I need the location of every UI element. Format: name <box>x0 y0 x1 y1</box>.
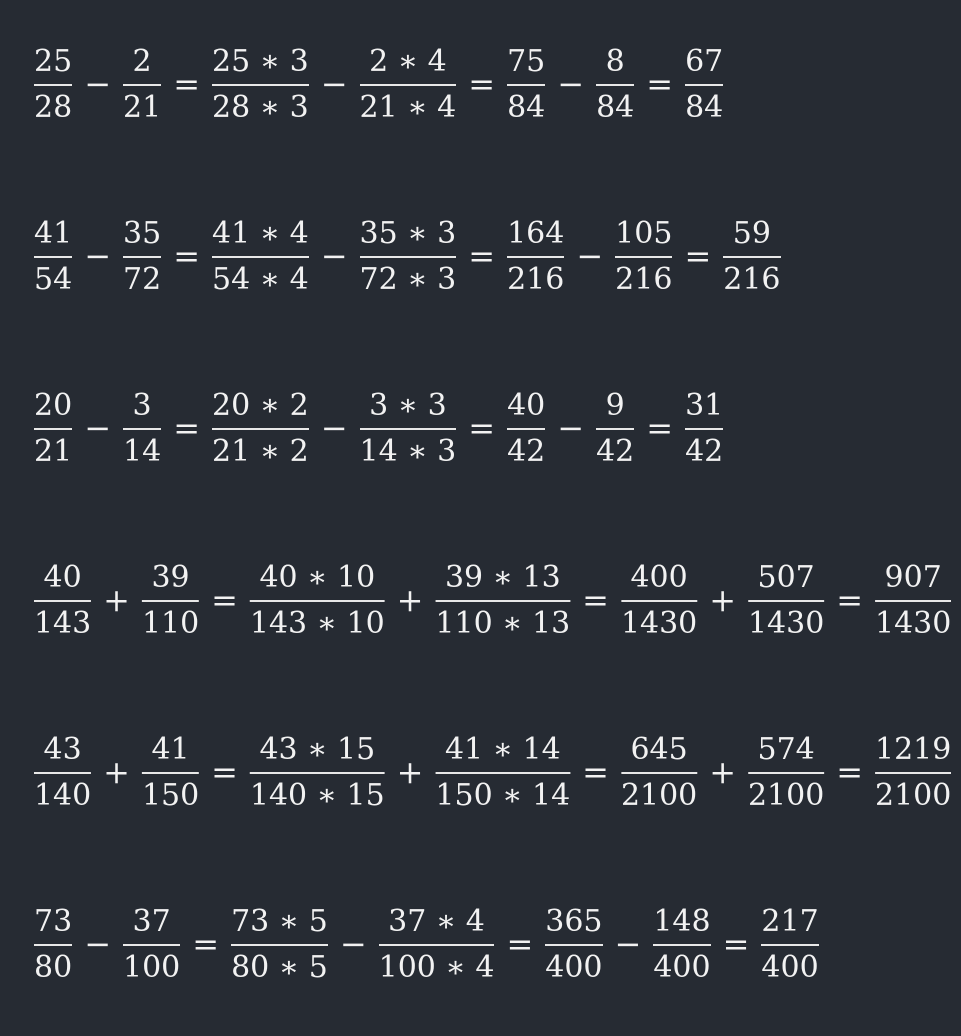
numerator: 20 ∗ 2 <box>212 388 309 423</box>
equation-row-1 <box>28 35 729 135</box>
result-fraction <box>869 728 957 818</box>
numerator: 75 <box>507 44 546 79</box>
operator-sign: − <box>84 925 111 963</box>
fraction <box>117 212 167 302</box>
numerator: 41 <box>151 732 190 768</box>
result-fraction <box>679 40 729 130</box>
denominator: 84 <box>507 90 546 125</box>
fraction <box>590 384 640 474</box>
numerator: 217 <box>761 904 819 939</box>
numerator: 2 ∗ 4 <box>369 44 447 79</box>
denominator: 400 <box>761 950 819 985</box>
numerator: 3 ∗ 3 <box>369 388 447 423</box>
equals-sign: = <box>646 409 674 447</box>
fraction <box>206 40 315 130</box>
operator-sign: − <box>557 409 585 447</box>
result-fraction <box>869 556 957 646</box>
fraction <box>742 556 830 646</box>
operator-sign: − <box>320 65 348 103</box>
fraction <box>373 900 501 990</box>
operator-sign: + <box>103 581 130 619</box>
equals-sign: = <box>173 65 200 103</box>
operator-sign: + <box>709 581 737 619</box>
denominator: 14 ∗ 3 <box>359 434 457 469</box>
equals-sign: = <box>506 925 534 963</box>
fraction <box>354 384 463 474</box>
numerator: 73 <box>34 904 73 939</box>
fraction <box>501 384 551 474</box>
fraction <box>501 40 551 130</box>
fraction <box>615 728 703 818</box>
denominator: 216 <box>723 262 781 297</box>
operator-sign: − <box>320 409 348 447</box>
fraction <box>28 900 78 990</box>
operator-sign: − <box>84 237 111 275</box>
numerator: 645 <box>630 732 688 768</box>
equation-row-2 <box>28 207 787 307</box>
numerator: 41 <box>34 216 73 251</box>
fraction <box>136 728 205 818</box>
equals-sign: = <box>722 925 750 963</box>
fraction <box>117 384 167 474</box>
numerator: 2 <box>132 44 152 79</box>
numerator: 25 ∗ 3 <box>212 44 309 79</box>
equals-sign: = <box>684 237 712 275</box>
equation-row-3 <box>28 379 729 479</box>
fraction <box>539 900 608 990</box>
numerator: 73 ∗ 5 <box>231 904 328 939</box>
numerator: 40 <box>507 388 546 423</box>
equals-sign: = <box>836 753 864 791</box>
denominator: 42 <box>507 434 546 469</box>
fraction <box>429 728 576 818</box>
denominator: 150 <box>141 777 200 813</box>
equation-row-5 <box>28 723 957 823</box>
fraction <box>244 728 391 818</box>
denominator: 100 ∗ 4 <box>378 950 495 985</box>
fraction <box>28 384 78 474</box>
denominator: 28 <box>34 90 73 125</box>
denominator: 216 <box>615 262 673 297</box>
numerator: 20 <box>34 388 73 423</box>
equation-row-6 <box>28 895 825 995</box>
denominator: 216 <box>507 262 565 297</box>
fraction <box>609 212 678 302</box>
operator-sign: + <box>709 753 737 791</box>
operator-sign: + <box>103 753 130 791</box>
numerator: 43 <box>43 732 82 768</box>
numerator: 35 ∗ 3 <box>359 216 457 251</box>
equals-sign: = <box>582 753 609 791</box>
denominator: 72 <box>123 262 162 297</box>
numerator: 40 <box>43 560 82 596</box>
denominator: 400 <box>653 950 711 985</box>
numerator: 41 ∗ 4 <box>212 216 309 251</box>
equals-sign: = <box>211 753 238 791</box>
fraction <box>225 900 334 990</box>
numerator: 37 <box>132 904 171 939</box>
numerator: 67 <box>685 44 724 79</box>
equals-sign: = <box>173 237 200 275</box>
fraction <box>354 40 463 130</box>
equals-sign: = <box>468 409 496 447</box>
numerator: 400 <box>630 560 688 596</box>
denominator: 150 ∗ 14 <box>435 777 571 813</box>
operator-sign: − <box>84 409 111 447</box>
fraction <box>206 384 315 474</box>
fraction <box>615 556 703 646</box>
denominator: 110 <box>141 605 200 641</box>
numerator: 148 <box>653 904 711 939</box>
numerator: 164 <box>507 216 565 251</box>
equals-sign: = <box>646 65 674 103</box>
equals-sign: = <box>468 237 496 275</box>
numerator: 43 ∗ 15 <box>259 732 376 768</box>
fraction <box>117 900 186 990</box>
numerator: 3 <box>132 388 152 423</box>
operator-sign: − <box>557 65 585 103</box>
denominator: 140 <box>33 777 92 813</box>
numerator: 31 <box>685 388 724 423</box>
numerator: 105 <box>615 216 673 251</box>
denominator: 14 <box>123 434 162 469</box>
denominator: 400 <box>545 950 603 985</box>
denominator: 80 ∗ 5 <box>231 950 328 985</box>
denominator: 21 ∗ 2 <box>212 434 309 469</box>
denominator: 42 <box>685 434 724 469</box>
denominator: 54 <box>34 262 73 297</box>
numerator: 907 <box>884 560 942 596</box>
numerator: 39 <box>151 560 190 596</box>
denominator: 28 ∗ 3 <box>212 90 309 125</box>
equals-sign: = <box>211 581 238 619</box>
equals-sign: = <box>582 581 609 619</box>
denominator: 84 <box>685 90 724 125</box>
fraction <box>354 212 463 302</box>
numerator: 25 <box>34 44 73 79</box>
fraction <box>590 40 640 130</box>
denominator: 140 ∗ 15 <box>249 777 385 813</box>
equals-sign: = <box>468 65 496 103</box>
numerator: 507 <box>757 560 815 596</box>
operator-sign: − <box>614 925 642 963</box>
operator-sign: − <box>84 65 111 103</box>
fraction <box>244 556 391 646</box>
fraction <box>136 556 205 646</box>
fraction <box>117 40 167 130</box>
denominator: 42 <box>596 434 635 469</box>
numerator: 59 <box>732 216 771 251</box>
equals-sign: = <box>192 925 220 963</box>
fraction <box>28 40 78 130</box>
denominator: 2100 <box>620 777 698 813</box>
operator-sign: + <box>396 581 424 619</box>
denominator: 21 <box>123 90 162 125</box>
numerator: 9 <box>605 388 625 423</box>
numerator: 41 ∗ 14 <box>444 732 561 768</box>
result-fraction <box>755 900 824 990</box>
equals-sign: = <box>836 581 864 619</box>
fraction <box>28 728 97 818</box>
denominator: 54 ∗ 4 <box>212 262 309 297</box>
numerator: 37 ∗ 4 <box>388 904 485 939</box>
denominator: 143 <box>33 605 92 641</box>
numerator: 1219 <box>875 732 952 768</box>
denominator: 84 <box>596 90 635 125</box>
denominator: 1430 <box>620 605 698 641</box>
fraction <box>206 212 315 302</box>
operator-sign: − <box>339 925 367 963</box>
denominator: 100 <box>123 950 181 985</box>
denominator: 110 ∗ 13 <box>435 605 571 641</box>
fraction <box>742 728 830 818</box>
operator-sign: − <box>320 237 348 275</box>
fraction <box>501 212 570 302</box>
numerator: 8 <box>605 44 625 79</box>
denominator: 72 ∗ 3 <box>359 262 457 297</box>
denominator: 21 ∗ 4 <box>359 90 457 125</box>
fraction <box>429 556 576 646</box>
equals-sign: = <box>173 409 200 447</box>
operator-sign: − <box>576 237 604 275</box>
numerator: 365 <box>545 904 603 939</box>
numerator: 35 <box>123 216 162 251</box>
numerator: 39 ∗ 13 <box>444 560 561 596</box>
numerator: 40 ∗ 10 <box>259 560 376 596</box>
denominator: 80 <box>34 950 73 985</box>
operator-sign: + <box>396 753 424 791</box>
denominator: 143 ∗ 10 <box>249 605 385 641</box>
result-fraction <box>717 212 786 302</box>
denominator: 1430 <box>875 605 952 641</box>
result-fraction <box>679 384 729 474</box>
denominator: 2100 <box>875 777 952 813</box>
denominator: 21 <box>34 434 73 469</box>
fraction <box>28 556 97 646</box>
numerator: 574 <box>757 732 815 768</box>
fraction <box>647 900 716 990</box>
fraction <box>28 212 78 302</box>
denominator: 1430 <box>747 605 825 641</box>
denominator: 2100 <box>747 777 825 813</box>
equation-row-4 <box>28 551 957 651</box>
